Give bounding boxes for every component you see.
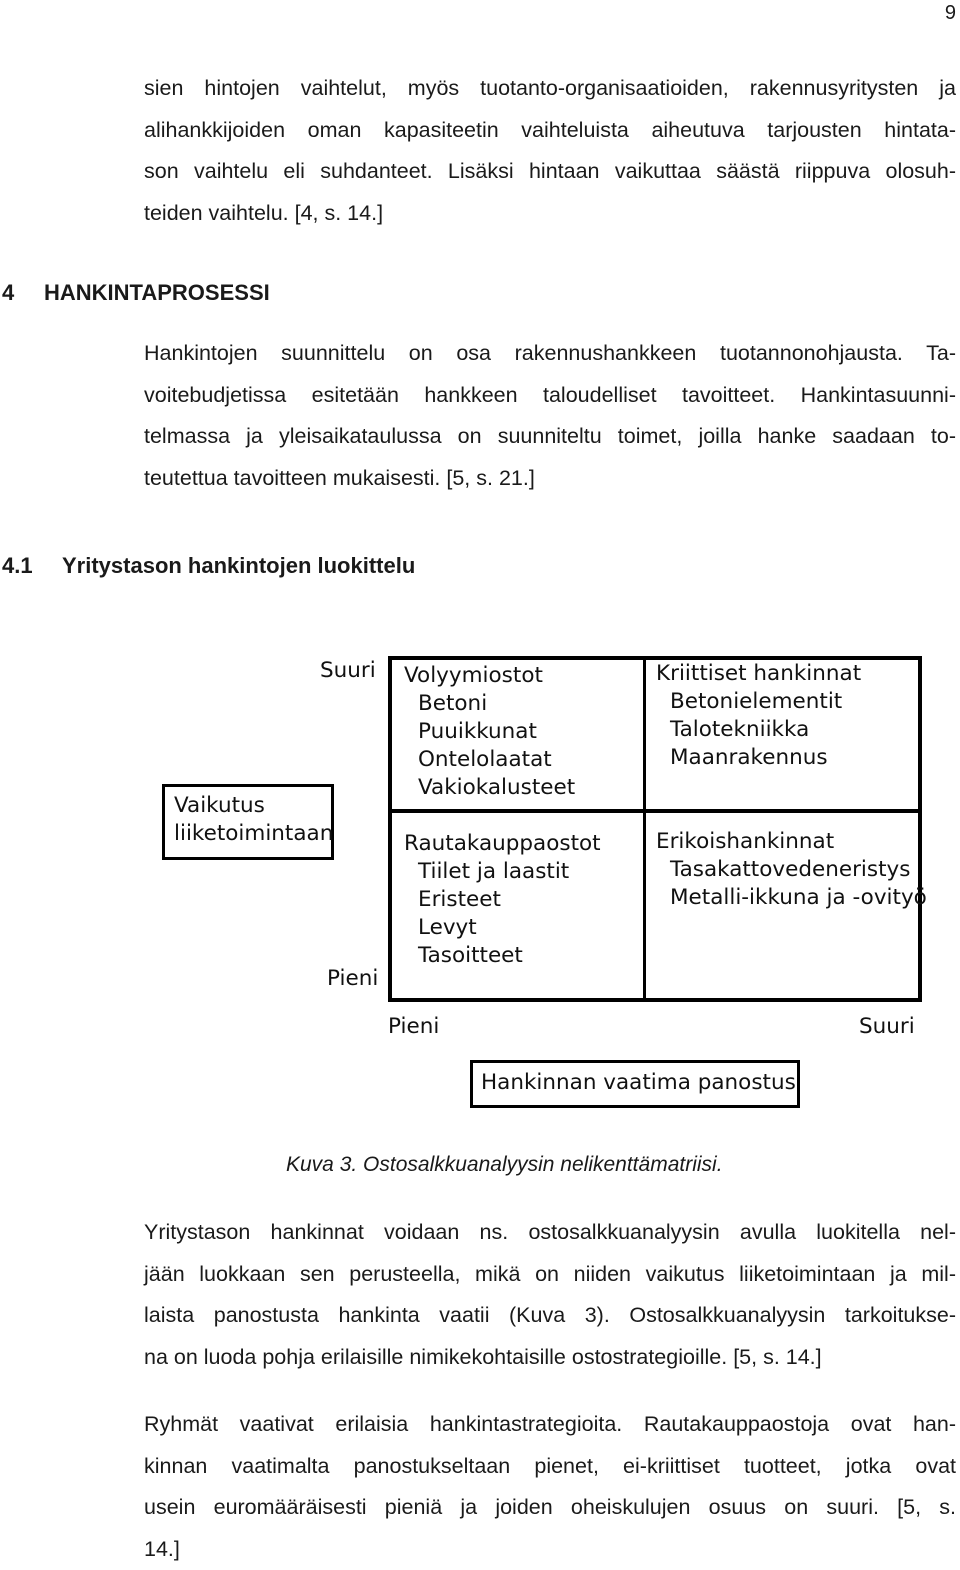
text-line: son vaihtelu eli suhdanteet. Lisäksi hintaan vaikuttaa säästä riippuva olosuh- bbox=[144, 159, 956, 184]
paragraph-strategies bbox=[144, 1404, 956, 1570]
paragraph-portfolio bbox=[144, 1212, 956, 1378]
paragraph-procurement bbox=[144, 333, 956, 499]
quadrant-item: Tiilet ja laastit bbox=[418, 859, 570, 884]
quadrant-item: Vakiokalusteet bbox=[418, 775, 576, 800]
quadrant-item: Eristeet bbox=[418, 887, 501, 912]
y-axis-title-box bbox=[162, 784, 334, 860]
text-line: usein euromääräisesti pieniä ja joiden oheiskulujen osuus on suuri. [5, s. bbox=[144, 1495, 956, 1520]
subsection-number: 4.1 bbox=[2, 553, 33, 578]
quadrant-item: Puuikkunat bbox=[418, 719, 537, 744]
section-number: 4 bbox=[2, 280, 15, 305]
quadrant-title: Kriittiset hankinnat bbox=[656, 661, 862, 686]
text-line: laista panostusta hankinta vaatii (Kuva 3). Ostosalkkuanalyysin tarkoitukse- bbox=[144, 1303, 956, 1328]
quadrant-item: Ontelolaatat bbox=[418, 747, 552, 772]
text-line: na on luoda pohja erilaisille nimikekohtaisille ostostrategioille. [5, s. 14.] bbox=[144, 1344, 822, 1369]
quadrant-bottom-left bbox=[404, 830, 601, 970]
text-line: teutettua tavoitteen mukaisesti. [5, s. 21.] bbox=[144, 465, 535, 490]
y-axis-high-label: Suuri bbox=[320, 658, 376, 683]
quadrant-item: Tasoitteet bbox=[418, 943, 523, 968]
text-line: kinnan vaatimalta panostukseltaan pienet, ei-kriittiset tuotteet, jotka ovat bbox=[144, 1453, 956, 1478]
x-axis-title: Hankinnan vaatima panostus bbox=[481, 1070, 796, 1095]
y-axis-title-line: Vaikutus bbox=[174, 793, 265, 818]
quadrant-item: Talotekniikka bbox=[670, 717, 810, 742]
x-axis-low-label: Pieni bbox=[388, 1014, 440, 1039]
text-line: 14.] bbox=[144, 1536, 180, 1561]
x-axis-high-label: Suuri bbox=[859, 1014, 915, 1039]
section-heading bbox=[2, 280, 270, 306]
quadrant-title: Volyymiostot bbox=[404, 663, 543, 688]
figure-caption: Kuva 3. Ostosalkkuanalyysin nelikenttämatriisi. bbox=[286, 1153, 723, 1176]
matrix-horizontal-divider bbox=[388, 809, 922, 813]
intro-paragraph bbox=[144, 68, 956, 234]
subsection-heading bbox=[2, 553, 415, 579]
y-axis-title-line: liiketoimintaan bbox=[174, 821, 334, 846]
quadrant-title: Erikoishankinnat bbox=[656, 829, 835, 854]
text-line: sien hintojen vaihtelut, myös tuotanto-organisaatioiden, rakennusyritysten ja bbox=[144, 76, 956, 100]
matrix-vertical-divider bbox=[643, 656, 646, 1002]
quadrant-item: Betonielementit bbox=[670, 689, 843, 714]
quadrant-top-right bbox=[656, 660, 861, 772]
page-number: 9 bbox=[944, 2, 956, 24]
y-axis-low-label: Pieni bbox=[327, 966, 379, 991]
quadrant-item: Levyt bbox=[418, 915, 477, 940]
text-line: voitebudjetissa esitetään hankkeen taloudelliset tavoitteet. Hankintasuunni- bbox=[144, 382, 956, 407]
quadrant-item: Maanrakennus bbox=[670, 745, 828, 770]
quadrant-item: Betoni bbox=[418, 691, 488, 716]
text-line: telmassa ja yleisaikataulussa on suunniteltu toimet, joilla hanke saadaan to- bbox=[144, 424, 956, 449]
text-line: alihankkijoiden oman kapasiteetin vaihteluista aiheutuva tarjousten hintata- bbox=[144, 117, 956, 142]
text-line: teiden vaihtelu. [4, s. 14.] bbox=[144, 200, 384, 225]
quadrant-title: Rautakauppaostot bbox=[404, 831, 601, 856]
quadrant-bottom-right bbox=[656, 828, 927, 912]
quadrant-item: Tasakattovedeneristys bbox=[670, 857, 911, 882]
subsection-title: Yritystason hankintojen luokittelu bbox=[62, 553, 416, 578]
quadrant-item: Metalli-ikkuna ja -ovityö bbox=[670, 885, 927, 910]
text-line: Yritystason hankinnat voidaan ns. ostosalkkuanalyysin avulla luokitella nel- bbox=[144, 1220, 956, 1244]
text-line: jään luokkaan sen perusteella, mikä on niiden vaikutus liiketoimintaan ja mil- bbox=[144, 1261, 956, 1286]
text-line: Ryhmät vaativat erilaisia hankintastrategioita. Rautakauppaostoja ovat han- bbox=[144, 1412, 956, 1436]
section-title: HANKINTAPROSESSI bbox=[44, 280, 270, 305]
quadrant-top-left bbox=[404, 662, 575, 802]
text-line: Hankintojen suunnittelu on osa rakennushankkeen tuotannonohjausta. Ta- bbox=[144, 341, 956, 365]
x-axis-title-box bbox=[470, 1060, 800, 1108]
